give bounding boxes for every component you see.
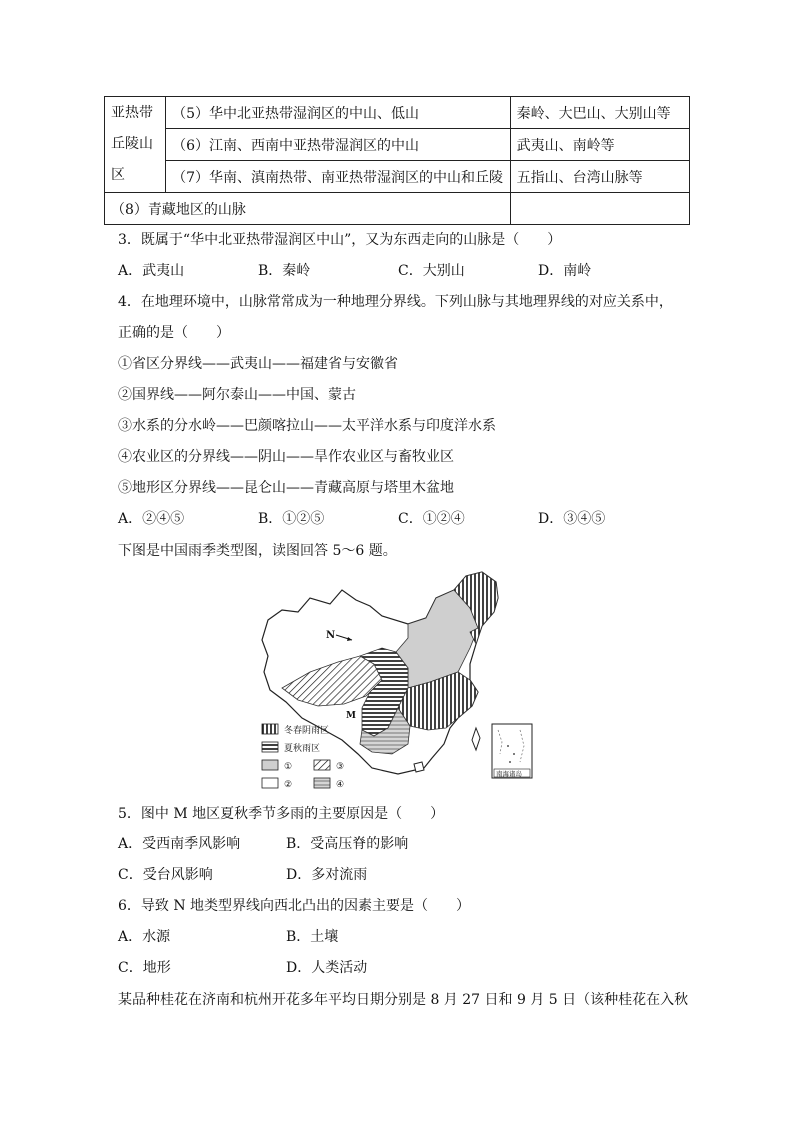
region-line: 丘陵山 <box>111 136 153 152</box>
question-4-statement: ④农业区的分界线——阴山——旱作农业区与畜牧业区 <box>118 449 454 465</box>
table-cell-item: （8）青藏地区的山脉 <box>105 193 511 225</box>
table-cell-examples <box>510 193 689 225</box>
legend-winter-spring: 冬春阴雨区 <box>284 726 330 736</box>
intro-5-6: 下图是中国雨季类型图，读图回答 5～6 题。 <box>118 543 397 559</box>
mountain-table <box>104 96 690 225</box>
option-a[interactable]: A．水源 <box>118 929 171 945</box>
table-row <box>105 97 690 129</box>
table-row <box>105 161 690 193</box>
option-b[interactable]: B．受高压脊的影响 <box>286 836 409 852</box>
table-cell-examples: 五指山、台湾山脉等 <box>510 161 689 193</box>
taiwan-island <box>472 728 480 750</box>
option-d[interactable]: D．人类活动 <box>286 960 368 976</box>
option-b[interactable]: B．秦岭 <box>258 263 311 279</box>
table-cell-item: （5）华中北亚热带湿润区的中山、低山 <box>166 97 511 129</box>
table-cell-examples: 秦岭、大巴山、大别山等 <box>510 97 689 129</box>
hainan-island <box>414 762 424 772</box>
question-4-statement: ①省区分界线——武夷山——福建省与安徽省 <box>118 356 398 372</box>
option-c[interactable]: C．地形 <box>118 960 171 976</box>
option-d[interactable]: D．③④⑤ <box>538 511 606 527</box>
option-c[interactable]: C．①②④ <box>398 511 465 527</box>
option-d[interactable]: D．多对流雨 <box>286 867 368 883</box>
question-5-stem: 5．图中 M 地区夏秋季节多雨的主要原因是（ ） <box>118 806 445 822</box>
legend-1: ① <box>284 762 293 772</box>
passage-text: 某品种桂花在济南和杭州开花多年平均日期分别是 8 月 27 日和 9 月 5 日（该种桂花在入秋 <box>118 992 689 1008</box>
inset-label: 南海诸岛 <box>496 770 522 778</box>
rain-season-map <box>258 568 538 794</box>
region-cell <box>105 97 166 193</box>
question-4-stem-line1: 4．在地理环境中，山脉常常成为一种地理分界线。下列山脉与其地理界线的对应关系中， <box>118 294 673 310</box>
south-china-sea-inset <box>492 724 532 778</box>
option-b[interactable]: B．土壤 <box>286 929 339 945</box>
label-m: M <box>346 711 356 721</box>
option-b[interactable]: B．①②⑤ <box>258 511 325 527</box>
legend-2: ② <box>284 780 293 790</box>
region-line: 亚热带 <box>111 105 153 121</box>
legend-4: ④ <box>336 780 345 790</box>
option-c[interactable]: C．受台风影响 <box>118 867 213 883</box>
table-row <box>105 129 690 161</box>
question-4-stem-line2: 正确的是（ ） <box>118 325 230 341</box>
region-line: 区 <box>111 167 125 183</box>
option-d[interactable]: D．南岭 <box>538 263 592 279</box>
question-3-stem: 3．既属于“华中北亚热带湿润区中山”，又为东西走向的山脉是（ ） <box>118 232 562 248</box>
option-a[interactable]: A．受西南季风影响 <box>118 836 241 852</box>
table-row <box>105 193 690 225</box>
question-4-statement: ③水系的分水岭——巴颜喀拉山——太平洋水系与印度洋水系 <box>118 418 496 434</box>
option-c[interactable]: C．大别山 <box>398 263 465 279</box>
legend-3: ③ <box>336 762 345 772</box>
question-6-stem: 6．导致 N 地类型界线向西北凸出的因素主要是（ ） <box>118 898 471 914</box>
table-cell-item: （6）江南、西南中亚热带湿润区的中山 <box>166 129 511 161</box>
table-cell-item: （7）华南、滇南热带、南亚热带湿润区的中山和丘陵 <box>166 161 511 193</box>
question-4-statement: ②国界线——阿尔泰山——中国、蒙古 <box>118 387 356 403</box>
option-a[interactable]: A．武夷山 <box>118 263 185 279</box>
table-cell-examples: 武夷山、南岭等 <box>510 129 689 161</box>
option-a[interactable]: A．②④⑤ <box>118 511 185 527</box>
question-4-statement: ⑤地形区分界线——昆仑山——青藏高原与塔里木盆地 <box>118 480 454 496</box>
label-n: N <box>326 630 336 641</box>
legend-summer-autumn: 夏秋雨区 <box>284 744 321 754</box>
